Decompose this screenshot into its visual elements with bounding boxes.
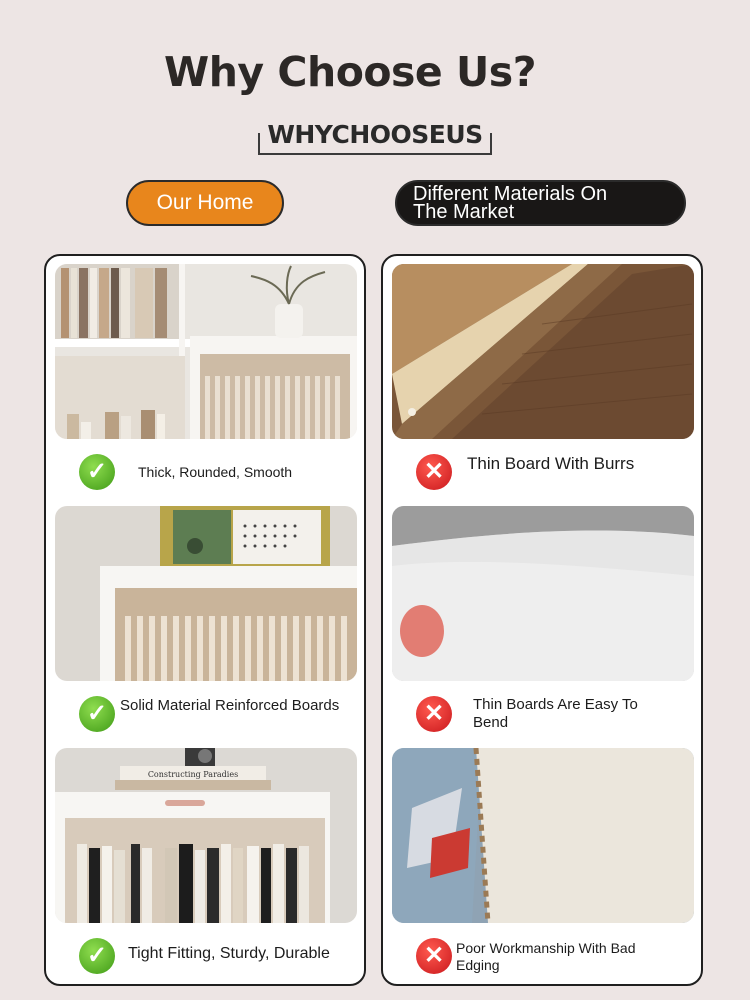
bookshelf-photo-2: [55, 506, 357, 681]
bookshelf-photo-1: [55, 264, 357, 439]
bookshelf-photo-3: [55, 748, 357, 923]
cross-icon: ✕: [416, 454, 452, 490]
check-icon: ✓: [79, 938, 115, 974]
bending-board-photo: [392, 506, 694, 681]
feature-row-2: [46, 692, 364, 736]
issue-row-1: [383, 450, 701, 494]
page-title: Why Choose Us?: [164, 48, 536, 96]
issue-row-2: [383, 692, 701, 736]
feature-row-3: [46, 934, 364, 978]
feature-label: Thick, Rounded, Smooth: [138, 464, 293, 480]
issue-label: Thin Board With Burrs: [467, 454, 635, 473]
bad-edging-photo: [392, 748, 694, 923]
check-icon: ✓: [79, 454, 115, 490]
our-home-pill: Our Home: [126, 180, 284, 226]
market-materials-label: Different Materials On The Market: [413, 183, 608, 223]
burr-board-photo: [392, 264, 694, 439]
book-title-text: Constructing Paradies: [147, 770, 239, 779]
page-subtitle: WHYCHOOSEUS: [267, 120, 483, 149]
our-home-panel: [44, 254, 366, 986]
feature-label: Tight Fitting, Sturdy, Durable: [128, 945, 330, 962]
issue-label: Thin Boards Are Easy To Bend: [473, 696, 638, 731]
cross-icon: ✕: [416, 938, 452, 974]
issue-row-3: [383, 934, 701, 978]
check-icon: ✓: [79, 696, 115, 732]
issue-label: Poor Workmanship With Bad Edging: [456, 940, 636, 973]
feature-row-1: [46, 450, 364, 494]
cross-icon: ✕: [416, 696, 452, 732]
feature-label: Solid Material Reinforced Boards: [120, 697, 340, 714]
market-materials-panel: [381, 254, 703, 986]
market-materials-pill: [395, 180, 686, 226]
